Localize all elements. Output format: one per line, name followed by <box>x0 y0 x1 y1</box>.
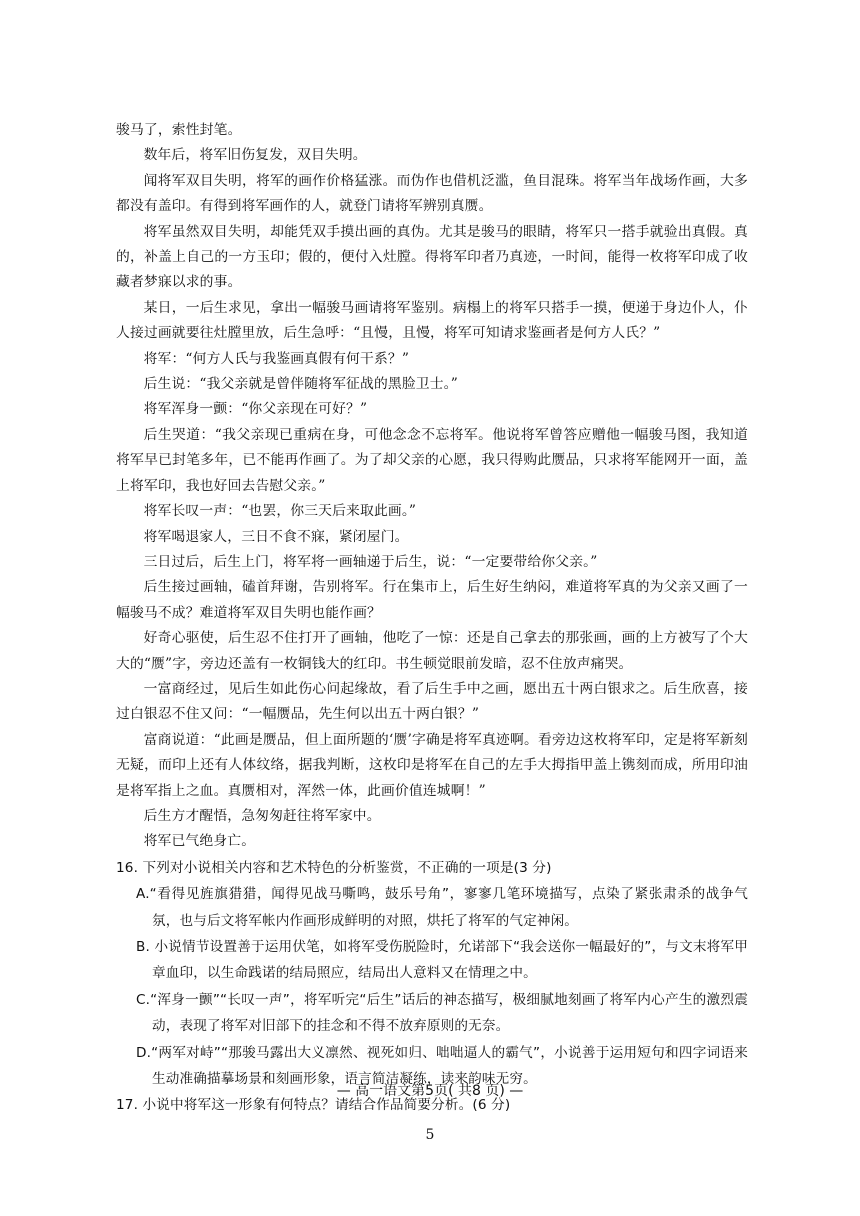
question-16-option-b: B. 小说情节设置善于运用伏笔，如将军受伤脱险时，允诺部下“我会送你一幅最好的”，与文末将军甲章血印，以生命践诺的结局照应，结局出人意料又在情理之中。 <box>136 939 748 982</box>
page-number: 5 <box>425 1127 435 1143</box>
story-paragraph: 富商说道：“此画是赝品，但上面所题的‘赝’字确是将军真迹啊。看旁边这枚将军印，定是将军新刻无疑，而印上还有人体纹络，据我判断，这枚印是将军在自己的左手大拇指甲盖上镌刻而成，所用印油是将军指上之血。真赝相对，浑然一体，此画价值连城啊！” <box>116 731 748 799</box>
story-paragraph: 好奇心驱使，后生忍不住打开了画轴，他吃了一惊：还是自己拿去的那张画，画的上方被写了个大大的“赝”字，旁边还盖有一枚铜钱大的红印。书生顿觉眼前发暗，忍不住放声痛哭。 <box>116 630 748 672</box>
story-paragraph: 后生哭道：“我父亲现已重病在身，可他念念不忘将军。他说将军曾答应赠他一幅骏马图，我知道将军早已封笔多年，已不能再作画了。为了却父亲的心愿，我只得购此赝品，只求将军能网开一面，盖上将军印，我也好回去告慰父亲。” <box>116 426 748 494</box>
question-16-option-c: C.“浑身一颤”“长叹一声”，将军听完“后生”话后的神态描写，极细腻地刻画了将军内心产生的激烈震动，表现了将军对旧部下的挂念和不得不放弃原则的无奈。 <box>136 991 748 1035</box>
story-paragraph: 一富商经过，见后生如此伤心问起缘故，看了后生手中之画，愿出五十两白银求之。后生欣喜，接过白银忍不住又问：“一幅赝品，先生何以出五十两白银？” <box>116 680 748 723</box>
story-paragraph: 后生接过画轴，磕首拜谢，告别将军。行在集市上，后生好生纳闷，难道将军真的为父亲又画了一幅骏马不成？难道将军双目失明也能作画？ <box>116 579 748 621</box>
story-paragraph: 将军虽然双目失明，却能凭双手摸出画的真伪。尤其是骏马的眼睛，将军只一搭手就验出真假。真的，补盖上自己的一方玉印；假的，便付入灶膛。得将军印者乃真迹，一时间，能得一枚将军印成了收藏者梦寐以求的事。 <box>116 223 748 291</box>
story-paragraph: 将军：“何方人氏与我鉴画真假有何干系？” <box>143 350 410 367</box>
story-paragraph: 将军长叹一声：“也罢，你三天后来取此画。” <box>143 503 417 520</box>
story-paragraph: 将军已气绝身亡。 <box>143 833 256 850</box>
page-footer: — 高一语文第5页( 共8 页) — <box>336 1083 524 1099</box>
question-16-stem: 16. 下列对小说相关内容和艺术特色的分析鉴赏，不正确的一项是(3 分) <box>116 859 552 876</box>
story-paragraph: 后生方才醒悟，急匆匆赶往将军家中。 <box>143 807 381 824</box>
question-16-option-a: A.“看得见旌旗猎猎，闻得见战马嘶鸣，鼓乐号角”，寥寥几笔环境描写，点染了紧张肃杀的战争气氛，也与后文将军帐内作画形成鲜明的对照，烘托了将军的气定神闲。 <box>136 886 748 929</box>
question-17-stem: 17. 小说中将军这一形象有何特点？请结合作品简要分析。(6 分) <box>116 1097 511 1114</box>
story-paragraph: 将军浑身一颤：“你父亲现在可好？” <box>143 401 368 418</box>
story-paragraph: 数年后，将军旧伤复发，双目失明。 <box>143 147 367 164</box>
question-16-option-d: D.“两军对峙”“那骏马露出大义凛然、视死如归、咄咄逼人的霸气”，小说善于运用短句和四字词语来生动准确描摹场景和刻画形象，语言简洁凝练，读来韵味无穷。 <box>136 1044 748 1088</box>
story-paragraph: 后生说：“我父亲就是曾伴随将军征战的黑脸卫士。” <box>143 376 458 393</box>
story-paragraph: 闻将军双目失明，将军的画作价格猛涨。而伪作也借机泛滥，鱼目混珠。将军当年战场作画，大多都没有盖印。有得到将军画作的人，就登门请将军辨别真赝。 <box>116 172 748 215</box>
story-paragraph: 三日过后，后生上门，将军将一画轴递于后生，说：“一定要带给你父亲。” <box>143 553 598 570</box>
question-16 <box>116 855 748 1093</box>
story-paragraph: 骏马了，索性封笔。 <box>116 122 242 138</box>
story-body <box>116 118 748 1119</box>
story-paragraph: 某日，一后生求见，拿出一幅骏马画请将军鉴别。病榻上的将军只搭手一摸，便递于身边仆人，仆人接过画就要往灶膛里放，后生急呼：“且慢，且慢，将军可知请求鉴画者是何方人氏？” <box>116 299 748 342</box>
story-paragraph: 将军喝退家人，三日不食不寐，紧闭屋门。 <box>143 528 409 545</box>
